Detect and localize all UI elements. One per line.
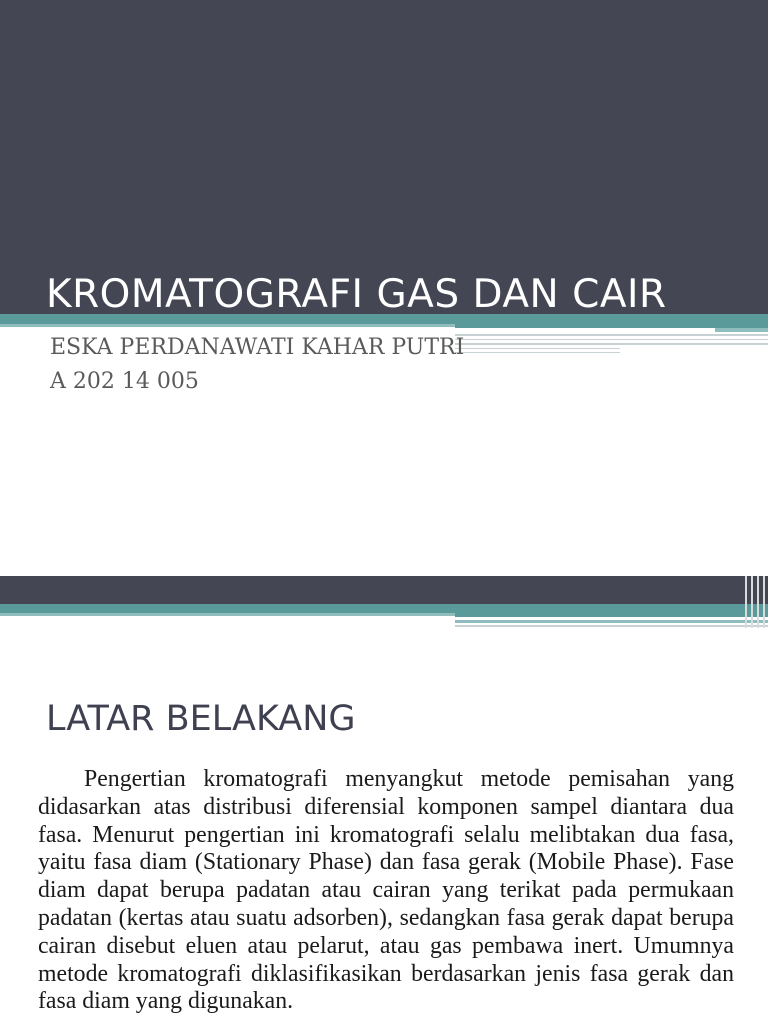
body-paragraph: Pengertian kromatografi menyangkut metode pemisahan yang didasarkan atas distribusi diferensial komponen sampel diantara dua fasa. Menurut pengertian ini kromatografi selalu melibtakan dua fasa, yaitu fasa diam (Stationary Phase) dan fasa gerak (Mobile Phase). Fase diam dapat berupa padatan atau cairan yang terikat pada permukaan padatan (kertas atau suatu adsorben), sedangkan fasa gerak dapat berupa cairan disebut eluen atau pelarut, atau gas pembawa inert. Umumnya metode kromatografi diklasifikasikan berdasarkan jenis fasa gerak dan fasa diam yang digunakan. [38,766,734,1015]
slide-title: KROMATOGRAFI GAS DAN CAIR [46,272,667,317]
edge-grip [757,576,759,628]
title-band [0,0,768,314]
accent-stripe [455,334,768,336]
accent-stripe [455,352,620,353]
accent-stripe [455,343,768,345]
accent-stripe [455,625,768,627]
accent-stripe [0,324,455,327]
accent-stripe [455,339,768,340]
edge-grip [751,576,753,628]
edge-grip [745,576,747,628]
accent-stripe [455,328,715,331]
edge-grip [763,576,765,628]
student-id: A 202 14 005 [50,369,199,394]
accent-stripe [715,328,768,332]
accent-stripe [455,620,768,623]
accent-stripe [455,348,620,349]
section-heading: LATAR BELAKANG [46,699,356,739]
accent-stripe [0,613,455,616]
content-slide [0,576,768,1024]
author-name: ESKA PERDANAWATI KAHAR PUTRI [50,335,465,360]
header-band [0,576,768,604]
accent-stripe [0,604,768,613]
accent-stripe [455,613,768,617]
